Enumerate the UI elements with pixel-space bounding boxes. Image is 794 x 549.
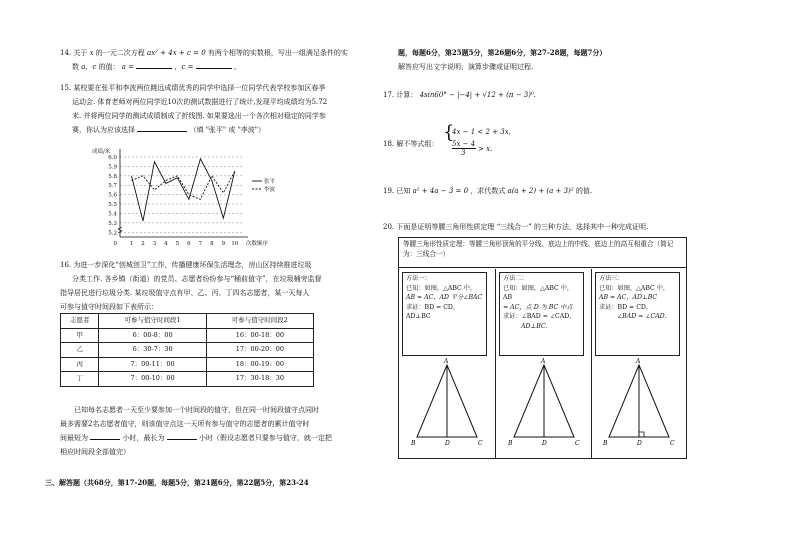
duty-table xyxy=(60,313,314,387)
q16-blank-max[interactable] xyxy=(167,433,197,440)
x-axis-label: 次数顺序 xyxy=(246,241,269,247)
y-tick-label: 6.0 xyxy=(108,155,117,161)
y-tick-label: 5.2 xyxy=(108,230,117,237)
q15-line2: 运动会. 体育老师对两位同学近10次的测试数据进行了统计,发现平均成绩均为5.72 xyxy=(72,98,328,106)
vertex-c-label: C xyxy=(575,440,580,447)
table-row xyxy=(61,343,314,358)
y-tick-label: 5.8 xyxy=(108,173,117,180)
q16-blank-min[interactable] xyxy=(90,433,120,440)
method-1-panel xyxy=(399,269,496,459)
q15-line3: 米. 并将两位同学的测试成绩制成了折线图. 如果要选出一个各次相对稳定的同学参 xyxy=(72,112,326,120)
q20-intro: 20. 下面是证明等腰三角形性质定理 “三线合一” 的三种方法，选择其中一种完成证明. xyxy=(383,223,649,231)
vertex-a-label: A xyxy=(444,358,449,365)
x-tick-label: 2 xyxy=(141,241,145,247)
q16-para3: 间最短为 小时，最长为 小时（假设志愿者只要参与值守，就一定把 xyxy=(60,434,332,442)
q14-line2: 数 a，c 的值： a = ，c = 。 xyxy=(72,63,242,71)
vertex-a-label: A xyxy=(636,358,641,365)
y-axis-label: 成绩/米 xyxy=(92,149,111,155)
q14-blank-a[interactable] xyxy=(136,62,172,69)
q14-line1: 14. 关于 x 的一元二次方程 ax² + 4x + c = 0 有两个相等的实数根，写出一组满足条件的实 xyxy=(60,49,348,57)
right-angle-mark xyxy=(639,432,644,437)
q15-line4: 赛，你认为应该选择 （填 "张平" 或 "李波"） xyxy=(72,126,266,134)
method-3-box: 方法三： 已知：如图，△ABC 中， AB = AC，AD⊥BC 求证：BD = CD， ∠BAD = ∠CAD. xyxy=(595,272,680,356)
q15-blank[interactable] xyxy=(137,125,187,132)
x-tick-label: 9 xyxy=(221,241,226,247)
legend-label: 张平 xyxy=(264,179,276,185)
q18-ineq2-rest: > x. xyxy=(478,145,493,153)
series-line-2 xyxy=(131,171,234,199)
q16-para2: 最多需要2名志愿者值守，则该值守点这一天所有参与值守的志愿者的累计值守时 xyxy=(60,420,310,428)
vertex-a-label: A xyxy=(541,358,546,365)
line-chart xyxy=(90,143,290,255)
table-header: 志愿者 xyxy=(61,314,99,329)
method-1-box: 方法一： 已知：如图，△ABC 中， AB = AC，AD 平分∠BAC 求证：BD = CD，AD⊥BC xyxy=(402,272,487,356)
vertex-b-label: B xyxy=(508,440,513,447)
q18-label: 18. 解不等式组： xyxy=(383,140,439,148)
series-line-1 xyxy=(131,159,234,221)
x-tick-label: 6 xyxy=(187,241,191,247)
x-tick-label: 7 xyxy=(198,241,203,247)
vertex-d-label: D xyxy=(445,440,450,447)
table-cell: 16：00-18：00 xyxy=(206,328,313,343)
vertex-d-label: D xyxy=(637,440,642,447)
section3-line1: 三、解答题（共68分，第17-20题，每题5分，第21题6分，第22题5分，第23-24 xyxy=(45,478,309,487)
table-cell: 17：00-20：00 xyxy=(206,343,313,358)
q14-blank-c[interactable] xyxy=(196,62,232,69)
x-tick-label: 8 xyxy=(210,241,214,247)
vertex-b-label: B xyxy=(603,440,608,447)
q18-brace: { xyxy=(443,122,455,143)
table-cell: 7：00-10：00 xyxy=(99,372,206,387)
q16-para4: 相应时间段全部值完） xyxy=(60,448,130,456)
table-cell: 丙 xyxy=(61,357,99,372)
q16-line4: 可参与值守时间段如下表所示： xyxy=(60,303,158,311)
table-row xyxy=(61,328,314,343)
triangle-figure-3 xyxy=(592,355,686,459)
method-2-panel xyxy=(496,269,592,459)
triangle-figure-2 xyxy=(496,355,592,459)
vertex-c-label: C xyxy=(670,440,675,447)
x-tick-label: 1 xyxy=(129,241,134,247)
q16-line2: 分类工作. 各乡镇（街道）的党员、志愿者纷纷参与“桶前值守”，在垃圾桶旁监督 xyxy=(72,275,322,283)
table-cell: 6：00-8：00 xyxy=(99,328,206,343)
method-3-panel xyxy=(592,269,686,459)
y-tick-label: 5.3 xyxy=(108,220,117,227)
table-cell: 甲 xyxy=(61,328,99,343)
legend-label: 李波 xyxy=(264,187,276,193)
x-tick-label: 10 xyxy=(231,241,239,247)
q16-para1: 已知每名志愿者一天至少要参加一个时间段的值守，但在同一时间段值守点同时 xyxy=(74,406,319,414)
q15-line1: 15. 某校要在张平和李波两位跳远成绩优秀的同学中选择一位同学代表学校参加区春季 xyxy=(60,84,326,92)
x-tick-label: 4 xyxy=(164,241,168,247)
vertex-b-label: B xyxy=(411,440,416,447)
q20-theorem: 等腰三角形性质定理：等腰三角形顶角的平分线、底边上的中线、底边上的高互相重合（简记为：三线合一） xyxy=(399,238,686,268)
section3-line3: 解答应写出文字说明、演算步骤或证明过程. xyxy=(398,63,534,71)
table-row xyxy=(61,357,314,372)
q18-ineq2-den: 3 xyxy=(461,149,466,157)
table-cell: 乙 xyxy=(61,343,99,358)
x-tick-label: 5 xyxy=(175,241,180,247)
vertex-d-label: D xyxy=(542,440,547,447)
table-row xyxy=(61,372,314,387)
y-tick-label: 5.7 xyxy=(108,183,117,190)
method-2-box: 方法二： 已知：如图，△ABC 中，AB = AC，点 D 为 BC 中点 求证：∠BAD = ∠CAD， AD⊥BC. xyxy=(499,272,584,356)
table-cell: 7：00-11：00 xyxy=(99,357,206,372)
table-cell: 丁 xyxy=(61,372,99,387)
triangle-figure-1 xyxy=(399,355,496,459)
q20-proof-box xyxy=(398,237,687,459)
origin-label: 0 xyxy=(113,241,117,247)
table-cell: 17：30-18：30 xyxy=(206,372,313,387)
y-tick-label: 5.4 xyxy=(108,211,117,218)
x-tick-label: 3 xyxy=(152,241,157,247)
table-cell: 18：00-19：00 xyxy=(206,357,313,372)
table-cell: 6：30-7：30 xyxy=(99,343,206,358)
table-header-row xyxy=(61,314,314,329)
table-header: 可参与值守时间段2 xyxy=(206,314,313,329)
q18-ineq2-num: 5x − 4 xyxy=(452,140,476,148)
vertex-c-label: C xyxy=(478,440,483,447)
q16-line1: 16. 为进一步深化“创城创卫”工作，传播健康环保生活理念，房山区持续推进垃圾 xyxy=(60,261,312,269)
q17: 17. 计算： 4sin60° − |−4| + √12 + (π − 3)⁰. xyxy=(383,91,537,99)
section3-line2: 题，每题6分，第25题5分，第26题6分，第27-28题，每题7分） xyxy=(398,48,607,57)
q19: 19. 已知 a² + 4a − 3 = 0 ，求代数式 a(a + 2) + (a + 3)² 的值. xyxy=(383,187,593,195)
y-tick-label: 5.9 xyxy=(108,164,117,171)
y-tick-label: 5.5 xyxy=(108,202,117,209)
y-tick-label: 5.6 xyxy=(108,192,117,199)
q18-ineq1: 4x − 1 < 2 + 3x, xyxy=(452,128,511,136)
table-header: 可参与值守时间段1 xyxy=(99,314,206,329)
q16-line3: 指导居民进行垃圾分类. 某垃圾值守点有甲、乙、丙、丁四名志愿者，某一天每人 xyxy=(60,289,310,297)
